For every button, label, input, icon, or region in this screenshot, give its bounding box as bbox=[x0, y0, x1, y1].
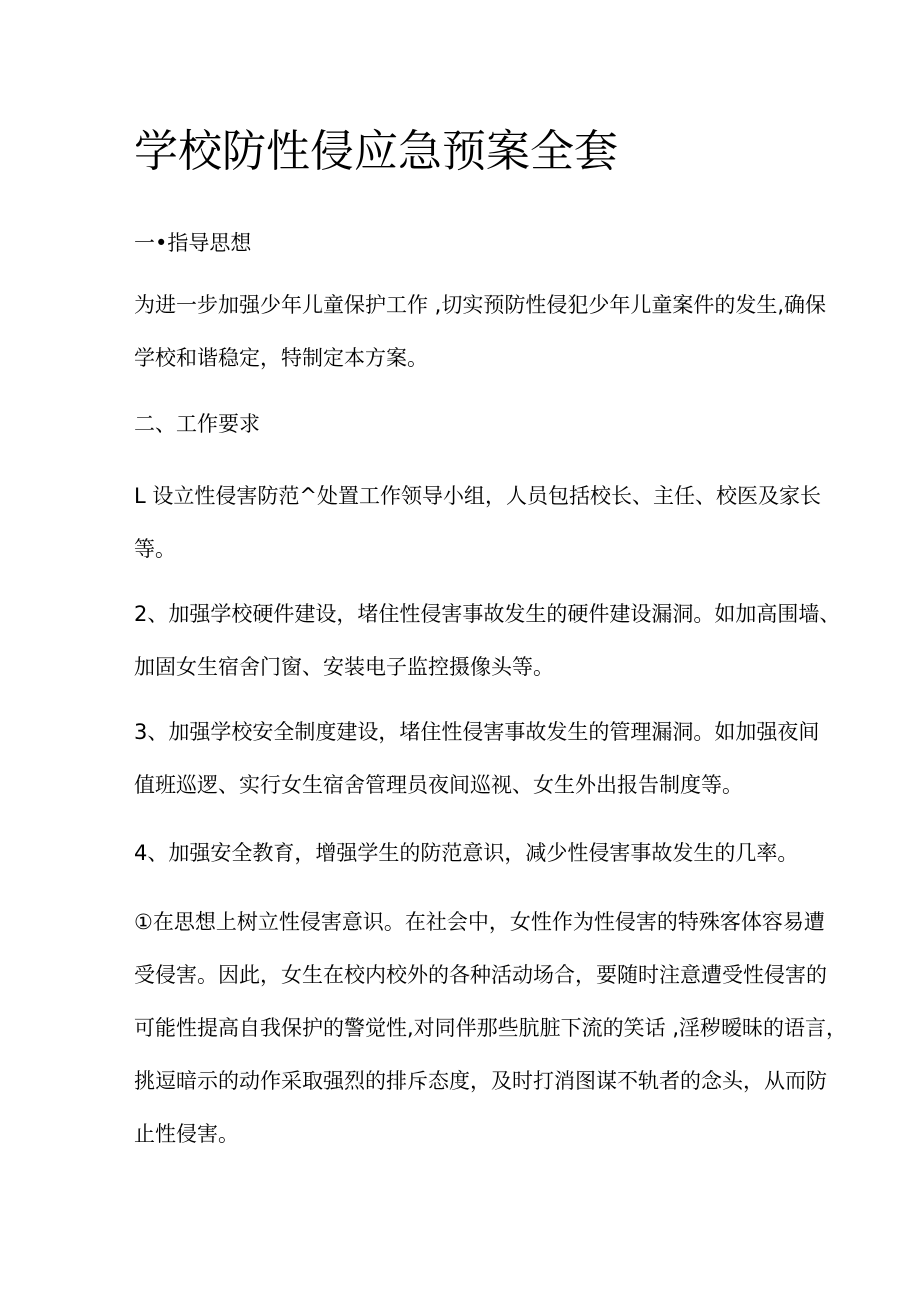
paragraph-item-4 bbox=[134, 827, 804, 880]
text-line: 受侵害。因此，女生在校内校外的各种活动场合，要随时注意遭受性侵害的 bbox=[134, 963, 827, 987]
paragraph-sub-item-1 bbox=[134, 896, 848, 1161]
paragraph-item-2 bbox=[134, 588, 841, 694]
text-line: 二、工作要求 bbox=[134, 412, 260, 436]
text-line: 4、加强安全教育，增强学生的防范意识，减少性侵害事故发生的几率。 bbox=[134, 841, 799, 865]
text-line: 止性侵害。 bbox=[134, 1122, 239, 1146]
paragraph-item-1 bbox=[134, 470, 821, 576]
text-line: 加固女生宿舍门窗、安装电子监控摄像头等。 bbox=[134, 655, 554, 679]
text-line: 为进一步加强少年儿童保护工作 ,切实预防性侵犯少年儿童案件的发生,确保 bbox=[134, 293, 827, 317]
paragraph-purpose bbox=[134, 279, 827, 385]
text-line: ①在思想上树立性侵害意识。在社会中，女性作为性侵害的特殊客体容易遭 bbox=[134, 910, 825, 934]
paragraph-item-3 bbox=[134, 706, 820, 812]
text-line: 学校和谐稳定，特制定本方案。 bbox=[134, 346, 428, 370]
text-line: 挑逗暗示的动作采取强烈的排斥态度，及时打消图谋不轨者的念头，从而防 bbox=[134, 1069, 827, 1093]
text-line: 3、加强学校安全制度建设，堵住性侵害事故发生的管理漏洞。如加强夜间 bbox=[134, 720, 820, 744]
section-heading-guiding-ideology bbox=[134, 217, 804, 270]
text-line: 可能性提高自我保护的警觉性,对同伴那些肮脏下流的笑话 ,淫秽暧昧的语言， bbox=[134, 1016, 848, 1040]
document-title: 学校防性侵应急预案全套 bbox=[134, 126, 618, 177]
text-line: 2、加强学校硬件建设，堵住性侵害事故发生的硬件建设漏洞。如加高围墙、 bbox=[134, 602, 841, 626]
section-heading-work-requirements bbox=[134, 398, 804, 451]
text-line: 值班巡逻、实行女生宿舍管理员夜间巡视、女生外出报告制度等。 bbox=[134, 773, 743, 797]
text-line: L 设立性侵害防范^处置工作领导小组，人员包括校长、主任、校医及家长 bbox=[134, 484, 821, 508]
text-line: 一•指导思想 bbox=[134, 231, 252, 255]
text-line: 等。 bbox=[134, 537, 176, 561]
